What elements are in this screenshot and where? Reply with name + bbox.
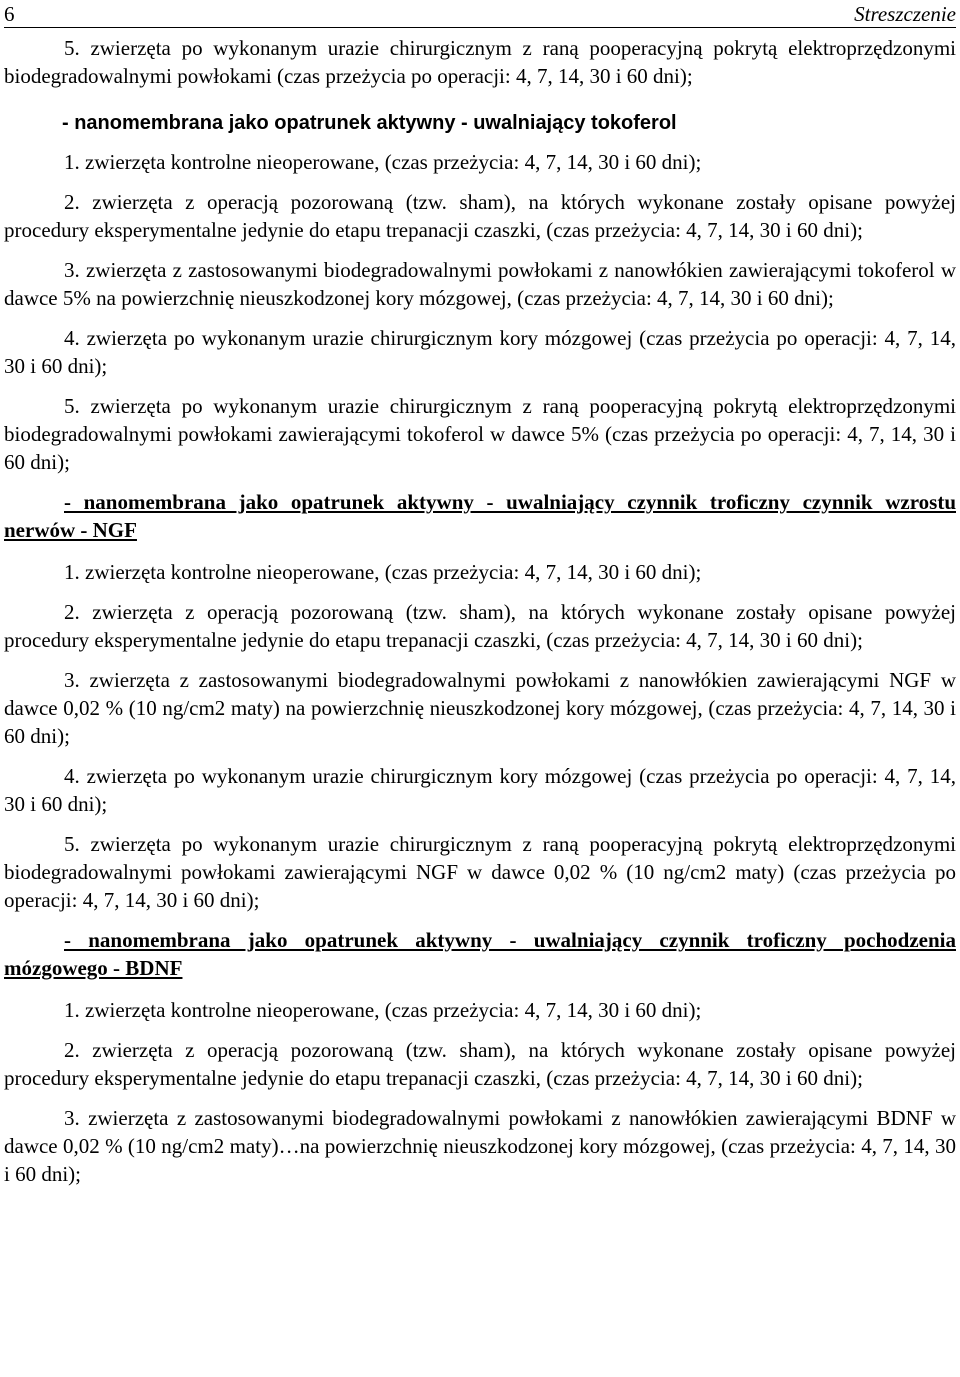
list-item: 3. zwierzęta z zastosowanymi biodegradowalnymi powłokami z nanowłókien zawierającymi NGF w dawce 0,02 % (10 ng/cm2 maty) na powierzchnię nieuszkodzonej kory mózgowej, (czas przeżycia: 4, 7, 14, 30 i 60 dni); [4, 668, 956, 748]
list-item: 1. zwierzęta kontrolne nieoperowane, (czas przeżycia: 4, 7, 14, 30 i 60 dni); [64, 560, 702, 584]
list-item: 4. zwierzęta po wykonanym urazie chirurgicznym kory mózgowej (czas przeżycia po operacji: 4, 7, 14, 30 i 60 dni); [4, 326, 956, 378]
page-number: 6 [4, 2, 15, 26]
list-item: 5. zwierzęta po wykonanym urazie chirurgicznym z raną pooperacyjną pokrytą elektroprzędzonymi biodegradowalnymi powłokami zawierającymi tokoferol w dawce 5% (czas przeżycia po operacji: 4, 7, 14, 30 i 60 dni); [4, 394, 956, 474]
header-title: Streszczenie [854, 2, 956, 26]
list-item: 2. zwierzęta z operacją pozorowaną (tzw. sham), na których wykonane zostały opisane powyżej procedury eksperymentalne jedynie do etapu trepanacji czaszki, (czas przeżycia: 4, 7, 14, 30 i 60 dni); [4, 600, 956, 652]
list-item: 3. zwierzęta z zastosowanymi biodegradowalnymi powłokami z nanowłókien zawierającymi tokoferol w dawce 5% na powierzchnię nieuszkodzonej kory mózgowej, (czas przeżycia: 4, 7, 14, 30 i 60 dni); [4, 258, 956, 310]
header-rule [4, 27, 956, 28]
list-item: 2. zwierzęta z operacją pozorowaną (tzw. sham), na których wykonane zostały opisane powyżej procedury eksperymentalne jedynie do etapu trepanacji czaszki, (czas przeżycia: 4, 7, 14, 30 i 60 dni); [4, 1038, 956, 1090]
list-item: 1. zwierzęta kontrolne nieoperowane, (czas przeżycia: 4, 7, 14, 30 i 60 dni); [64, 150, 702, 174]
list-item: 3. zwierzęta z zastosowanymi biodegradowalnymi powłokami z nanowłókien zawierającymi BDNF w dawce 0,02 % (10 ng/cm2 maty)…na powierzchnię nieuszkodzonej kory mózgowej, (czas przeżycia: 4, 7, 14, 30 i 60 dni); [4, 1106, 956, 1186]
section-heading-bdnf: - nanomembrana jako opatrunek aktywny - uwalniający czynnik troficzny pochodzenia mózgowego - BDNF [4, 928, 956, 980]
list-item: 5. zwierzęta po wykonanym urazie chirurgicznym z raną pooperacyjną pokrytą elektroprzędzonymi biodegradowalnymi powłokami zawierającymi NGF w dawce 0,02 % (10 ng/cm2 maty) (czas przeżycia po operacji: 4, 7, 14, 30 i 60 dni); [4, 832, 956, 912]
list-item: 2. zwierzęta z operacją pozorowaną (tzw. sham), na których wykonane zostały opisane powyżej procedury eksperymentalne jedynie do etapu trepanacji czaszki, (czas przeżycia: 4, 7, 14, 30 i 60 dni); [4, 190, 956, 242]
list-item: 4. zwierzęta po wykonanym urazie chirurgicznym kory mózgowej (czas przeżycia po operacji: 4, 7, 14, 30 i 60 dni); [4, 764, 956, 816]
page-header [4, 0, 956, 26]
list-item: 1. zwierzęta kontrolne nieoperowane, (czas przeżycia: 4, 7, 14, 30 i 60 dni); [64, 998, 702, 1022]
list-item: 5. zwierzęta po wykonanym urazie chirurgicznym z raną pooperacyjną pokrytą elektroprzędzonymi biodegradowalnymi powłokami (czas przeżycia po operacji: 4, 7, 14, 30 i 60 dni); [4, 36, 956, 88]
section-heading-ngf: - nanomembrana jako opatrunek aktywny - uwalniający czynnik troficzny czynnik wzrostu nerwów - NGF [4, 490, 956, 542]
section-heading-tocopherol: - nanomembrana jako opatrunek aktywny - uwalniający tokoferol [62, 112, 677, 134]
